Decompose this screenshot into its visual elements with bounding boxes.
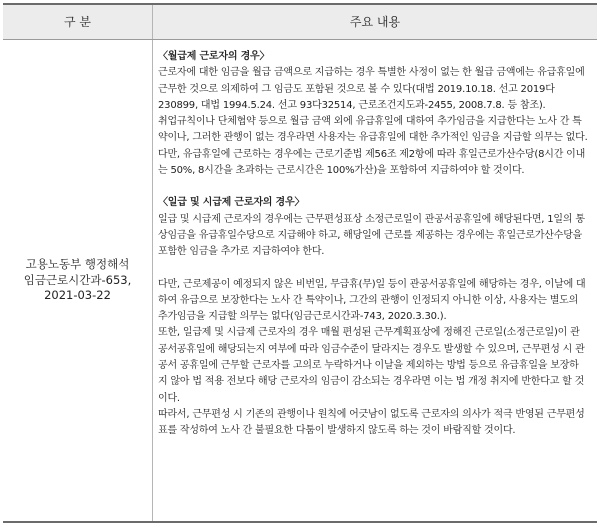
daily-paragraph-2: 다만, 근로제공이 예정되지 않은 비번일, 무급휴(무)일 등이 관공서공휴일에 해당하는 경우, 이날에 대하여 유급으로 보장한다는 노사 간 특약이나, 그간의 관행이 인정되지 아니한 이상, 사용자는 별도의 추가임금을 지급할 의무는 없다(임금근로시간과-743, 2020.3.30.). <box>158 278 586 323</box>
source-line-2: 임금근로시간과-653, <box>23 272 132 287</box>
header-main-content: 주요 내용 <box>349 15 401 29</box>
monthly-heading: 〈월급제 근로자의 경우〉 <box>158 51 270 62</box>
daily-paragraph-1: 일급 및 시급제 근로자의 경우에는 근무편성표상 소정근로일이 관공서공휴일에 해당된다면, 1일의 통상임금을 유급휴일수당으로 지급해야 하고, 해당일에 근로를 제공하는 경우에는 휴일근로가산수당을 포함한 임금을 추가로 지급하여야 한다. <box>158 213 585 258</box>
monthly-paragraph-2: 취업규칙이나 단체협약 등으로 월급 금액 외에 유급휴일에 대하여 추가임금을 지급한다는 노사 간 특약이나, 그러한 관행이 없는 경우라면 사용자는 유급휴일에 대한 추가적인 임금을 지급할 의무는 없다. <box>158 116 588 144</box>
source-cell <box>3 40 153 521</box>
monthly-paragraph-3: 다만, 유급휴일에 근로하는 경우에는 근로기준법 제56조 제2항에 따라 휴일근로가산수당(8시간 이내는 50%, 8시간을 초과하는 근로시간은 100%가산)을 포함하여 지급하여야 할 것이다. <box>158 148 586 177</box>
content-cell <box>158 49 588 440</box>
source-line-3: 2021-03-22 <box>44 288 111 303</box>
daily-paragraph-3: 또한, 일급제 및 시급제 근로자의 경우 매월 편성된 근무계획표상에 정해진 근로일(소정근로일)이 관공서공휴일에 해당되는지 여부에 따라 임금수준이 달라지는 경우도 발생할 수 있으며, 근무편성 시 관공서 공휴일에 근무할 근로자를 고의로 누락하거나 이날을 제외하는 방법 등으로 유급휴일을 보장하지 않아 법 적용 전보다 해당 근로자의 임금이 감소되는 경우라면 이는 법 개정 취지에 반한다고 할 것이다. <box>158 327 585 404</box>
table-header <box>3 5 597 40</box>
daily-heading: 〈일급 및 시급제 근로자의 경우〉 <box>158 197 305 209</box>
daily-paragraph-4: 따라서, 근무편성 시 기존의 관행이나 원칙에 어긋남이 없도록 근로자의 의사가 적극 반영된 근무편성표를 작성하여 노사 간 불필요한 다툼이 발생하지 않도록 하는 것이 바람직할 것이다. <box>158 408 585 437</box>
source-reference <box>24 257 132 304</box>
source-line-1: 고용노동부 행정해석 <box>25 257 130 272</box>
monthly-paragraph-1: 근로자에 대한 임금을 월급 금액으로 지급하는 경우 특별한 사정이 없는 한 월급 금액에는 유급휴일에 근무한 것으로 의제하여 그 임금도 포함된 것으로 볼 수 있다(대법 2019.10.18. 선고 2019다230899, 대법 1994.5.24. 선고 93다32514, 근로조건지도과-2455, 2008.7.8. 등 참조). <box>158 67 585 111</box>
header-category: 구 분 <box>3 5 153 39</box>
